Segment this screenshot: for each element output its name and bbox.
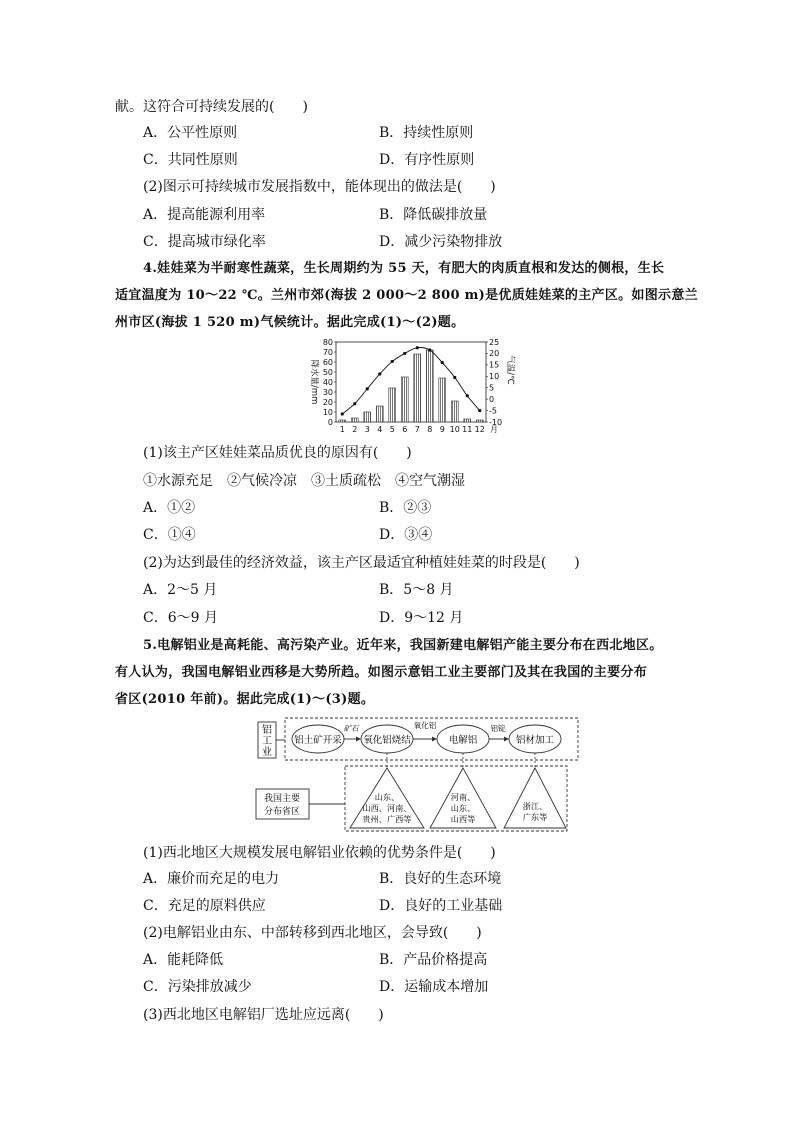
month-unit-label: 月 [490,425,498,434]
right-tick-15: 15 [489,360,500,370]
arrow-ingot [504,737,509,742]
month-label-3: 3 [364,425,370,434]
region-1-line-2: 山西、河南、 [362,803,412,813]
precip-bar-4 [376,406,383,422]
q4-sub1-stem: (1)该主产区娃娃菜品质优良的原因有( ) [143,445,412,461]
q4-stem-line-3: 州市区(海拔 1 520 m)气候统计。据此完成(1)～(2)题。 [115,315,465,330]
temp-point-11 [466,394,469,397]
q2-option-c: C．共同性原则 [143,152,238,168]
region-label-line-1: 我国主要 [263,794,301,804]
q4-sub1-option-b: B．②③ [379,500,432,516]
q2-stem-tail: 献。这符合可持续发展的( ) [115,99,308,115]
precip-bar-12 [476,420,483,422]
q2-option-a: A．公平性原则 [143,125,238,141]
industry-label-char-2: 工 [262,736,272,747]
left-tick-20: 20 [322,397,333,407]
temp-point-8 [428,348,431,351]
region-2-line-2: 山东、 [450,803,476,813]
month-label-4: 4 [377,425,383,434]
q5-sub3-stem: (3)西北地区电解铝厂选址应远离( ) [143,1007,384,1023]
month-label-2: 2 [352,425,358,434]
temp-point-12 [478,409,481,412]
right-tick-20: 20 [489,349,500,359]
q5-sub1-option-c: C．充足的原料供应 [143,898,266,914]
q4-stem-line-1: 4.娃娃菜为半耐寒性蔬菜，生长周期约为 55 天，有肥大的肉质直根和发达的侧根，生长 [143,261,665,276]
q2-sub2-option-a: A．提高能源利用率 [143,207,266,223]
month-label-8: 8 [427,425,433,434]
left-axis-ticks [323,338,336,427]
month-label-7: 7 [414,425,420,434]
plot-area-border [336,342,486,422]
month-label-6: 6 [402,425,408,434]
temperature-curve [342,347,480,414]
arrow-alumina [432,737,437,742]
node-alumina-sintering-label: 氧化铝烧结 [363,735,411,746]
q2-sub2-stem: (2)图示可持续城市发展指数中，能体现出的做法是( ) [143,179,496,195]
region-3-line-1: 浙江、 [522,801,548,811]
right-axis-ticks [486,338,502,427]
precip-bar-2 [351,418,358,422]
q5-sub2-option-b: B．产品价格提高 [379,952,488,968]
month-label-10: 10 [449,425,460,434]
temp-point-7 [416,346,419,349]
precip-bar-10 [451,401,458,422]
precipitation-bars [339,350,483,422]
q4-sub1-option-d: D．③④ [379,527,433,543]
arrow-ore [356,737,361,742]
q2-option-b: B．持续性原则 [379,125,474,141]
q4-sub1-option-c: C．①④ [143,527,196,543]
left-tick-30: 30 [322,387,333,397]
precip-bar-7 [414,354,421,422]
month-label-12: 12 [474,425,485,434]
month-label-5: 5 [389,425,395,434]
region-1-line-1: 山东、 [374,792,400,802]
left-tick-70: 70 [322,347,333,357]
temp-point-6 [403,352,406,355]
chart-frame [336,342,486,422]
precip-bar-8 [426,350,433,422]
temperature-line [341,346,482,415]
q5-sub1-option-a: A．廉价而充足的电力 [143,871,280,887]
q5-stem-line-3: 省区(2010 年前)。据此完成(1)～(3)题。 [115,692,375,707]
q5-sub2-option-c: C．污染排放减少 [143,979,252,995]
month-labels [340,425,498,434]
region-1-line-3: 贵州、广西等 [362,814,412,824]
q4-sub1-option-a: A．①② [143,500,196,516]
temp-point-5 [391,360,394,363]
q2-option-d: D．有序性原则 [379,152,475,168]
q5-stem-line-1: 5.电解铝业是高耗能、高污染产业。近年来，我国新建电解铝产能主要分布在西北地区。 [143,638,663,653]
region-2-line-1: 河南、 [450,792,476,802]
q5-sub2-option-a: A．能耗降低 [143,952,224,968]
arrow-ingot-label: 铝锭 [490,724,506,733]
arrow-alumina-label: 氧化铝 [413,721,437,730]
q2-sub2-option-b: B．降低碳排放量 [379,207,488,223]
left-axis-label: 降水量/mm [309,359,319,405]
q5-sub1-option-d: D．良好的工业基础 [379,898,503,914]
q4-sub1-items: ①水源充足 ②气候冷凉 ③土质疏松 ④空气潮湿 [143,473,465,489]
q4-sub2-stem: (2)为达到最佳的经济效益，该主产区最适宜种植娃娃菜的时段是( ) [143,555,580,571]
q5-sub1-stem: (1)西北地区大规模发展电解铝业依赖的优势条件是( ) [143,845,496,861]
right-tick-25: 25 [489,338,500,347]
right-tick-5: 5 [489,383,495,393]
industry-label-char-3: 业 [262,747,272,758]
q4-sub2-option-d: D．9～12 月 [379,610,464,626]
q5-sub2-option-d: D．运输成本增加 [379,979,489,995]
right-tick-0: 0 [489,394,495,404]
climate-chart [300,338,520,438]
industry-label-char-1: 铝 [262,725,272,736]
node-aluminium-processing-label: 铝材加工 [515,735,555,746]
region-2-line-3: 山西等 [450,814,476,824]
node-bauxite-mining-label: 铝土矿开采 [294,735,342,746]
right-tick--10: -10 [489,417,503,427]
q4-sub2-option-c: C．6～9 月 [143,610,218,626]
temp-point-2 [353,402,356,405]
left-tick-10: 10 [322,407,333,417]
temp-point-1 [341,412,344,415]
precip-bar-9 [439,378,446,422]
precip-bar-6 [401,377,408,422]
q2-sub2-option-c: C．提高城市绿化率 [143,234,266,250]
aluminium-industry-diagram [250,716,580,834]
q4-sub2-option-b: B．5～8 月 [379,582,454,598]
precip-bar-5 [389,388,396,422]
q5-sub2-stem: (2)电解铝业由东、中部转移到西北地区，会导致( ) [143,925,482,941]
month-label-9: 9 [439,425,445,434]
temp-point-3 [366,387,369,390]
precip-bar-1 [339,420,346,422]
q5-stem-line-2: 有人认为，我国电解铝业西移是大势所趋。如图示意铝工业主要部门及其在我国的主要分布 [115,665,648,680]
left-tick-0: 0 [327,417,333,427]
month-label-1: 1 [339,425,345,434]
left-tick-80: 80 [322,338,333,347]
precip-bar-11 [464,419,471,422]
arrow-ore-label: 矿石 [343,724,359,733]
node-electrolytic-aluminium-label: 电解铝 [448,735,478,746]
temp-point-9 [441,361,444,364]
q2-sub2-option-d: D．减少污染物排放 [379,234,503,250]
right-tick-10: 10 [489,372,500,382]
month-label-11: 11 [462,425,473,434]
right-axis-label: 气温/℃ [505,355,515,385]
region-3-line-2: 广东等 [522,812,548,822]
q4-stem-line-2: 适宜温度为 10～22 ℃。兰州市郊(海拔 2 000～2 800 m)是优质娃娃菜的主产区。如图示意兰 [115,288,698,303]
temp-point-10 [453,376,456,379]
region-label-line-2: 分布省区 [263,807,301,817]
left-tick-50: 50 [322,367,333,377]
right-tick--5: -5 [489,406,497,416]
temp-point-4 [378,372,381,375]
left-tick-40: 40 [322,377,333,387]
q4-sub2-option-a: A．2～5 月 [143,582,218,598]
precip-bar-3 [364,412,371,422]
left-tick-60: 60 [322,357,333,367]
q5-sub1-option-b: B．良好的生态环境 [379,871,502,887]
